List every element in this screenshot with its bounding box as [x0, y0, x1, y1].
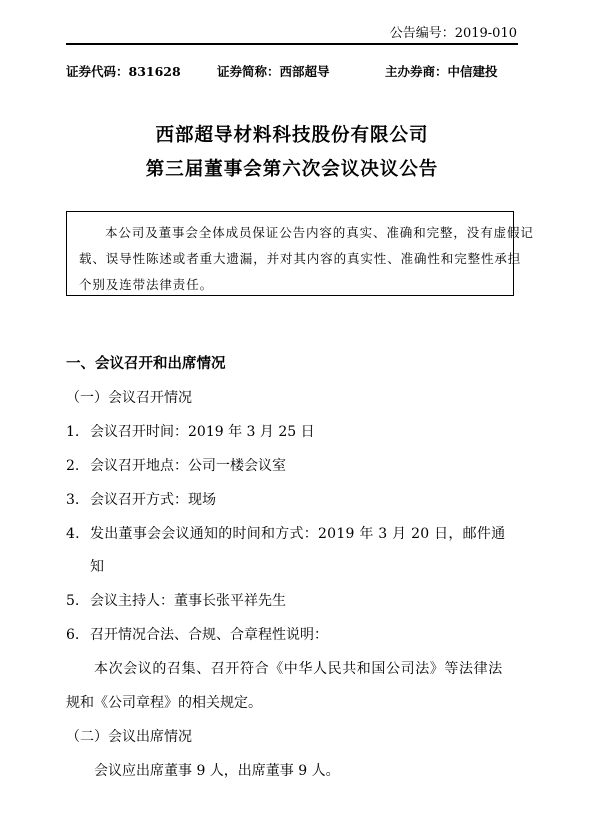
disclaimer-box — [66, 211, 534, 296]
list-item-number: 1. — [66, 424, 80, 440]
list-item — [66, 523, 505, 543]
list-item-text: 会议召开地点：公司一楼会议室 — [90, 458, 286, 474]
list-item — [66, 455, 286, 475]
section-heading: 一、会议召开和出席情况 — [66, 355, 226, 372]
security-abbreviation — [217, 62, 330, 80]
list-item-number: 5. — [66, 593, 80, 609]
list-item-number: 2. — [66, 458, 80, 474]
list-item-text: 会议召开时间：2019 年 3 月 25 日 — [90, 424, 315, 440]
subsection-heading-attendance: （二）会议出席情况 — [66, 729, 192, 745]
announcement-number: 公告编号：2019-010 — [389, 26, 517, 41]
list-item-number: 4. — [66, 526, 80, 542]
sponsor-broker — [385, 62, 498, 80]
list-item-continuation: 知 — [90, 559, 104, 575]
header-rule — [66, 43, 518, 45]
list-item-text: 发出董事会会议通知的时间和方式：2019 年 3 月 20 日，邮件通 — [90, 526, 506, 542]
disclaimer-line-2: 载、误导性陈述或者重大遗漏，并对其内容的真实性、准确性和完整性承担 — [79, 251, 522, 266]
attendance-text: 会议应出席董事 9 人，出席董事 9 人。 — [94, 763, 340, 779]
sponsor-broker-label: 主办券商： — [385, 64, 448, 79]
list-item-number: 6. — [66, 627, 80, 643]
list-item-text: 召开情况合法、合规、合章程性说明： — [90, 627, 328, 643]
list-item-text: 会议召开方式：现场 — [90, 492, 216, 508]
subsection-heading-convening: （一）会议召开情况 — [66, 390, 192, 406]
list-item — [66, 590, 286, 610]
list-item — [66, 624, 328, 644]
sponsor-broker-value: 中信建投 — [447, 64, 498, 79]
list-item — [66, 489, 216, 509]
disclaimer-line-1: 本公司及董事会全体成员保证公告内容的真实、准确和完整，没有虚假记 — [105, 225, 534, 240]
security-code-label: 证券代码： — [66, 64, 129, 79]
disclaimer-line-3: 个别及连带法律责任。 — [79, 277, 214, 292]
announcement-title: 第三届董事会第六次会议决议公告 — [145, 159, 439, 180]
list-item-text: 会议主持人：董事长张平祥先生 — [90, 593, 286, 609]
legal-compliance-text-cont: 规和《公司章程》的相关规定。 — [66, 695, 262, 711]
security-code-value: 831628 — [128, 64, 181, 79]
security-abbreviation-value: 西部超导 — [279, 64, 330, 79]
security-abbreviation-label: 证券简称： — [217, 64, 280, 79]
legal-compliance-text: 本次会议的召集、召开符合《中华人民共和国公司法》等法律法 — [94, 661, 503, 677]
company-title: 西部超导材料科技股份有限公司 — [155, 125, 429, 146]
list-item-number: 3. — [66, 492, 80, 508]
security-code — [66, 62, 181, 80]
list-item — [66, 421, 315, 441]
